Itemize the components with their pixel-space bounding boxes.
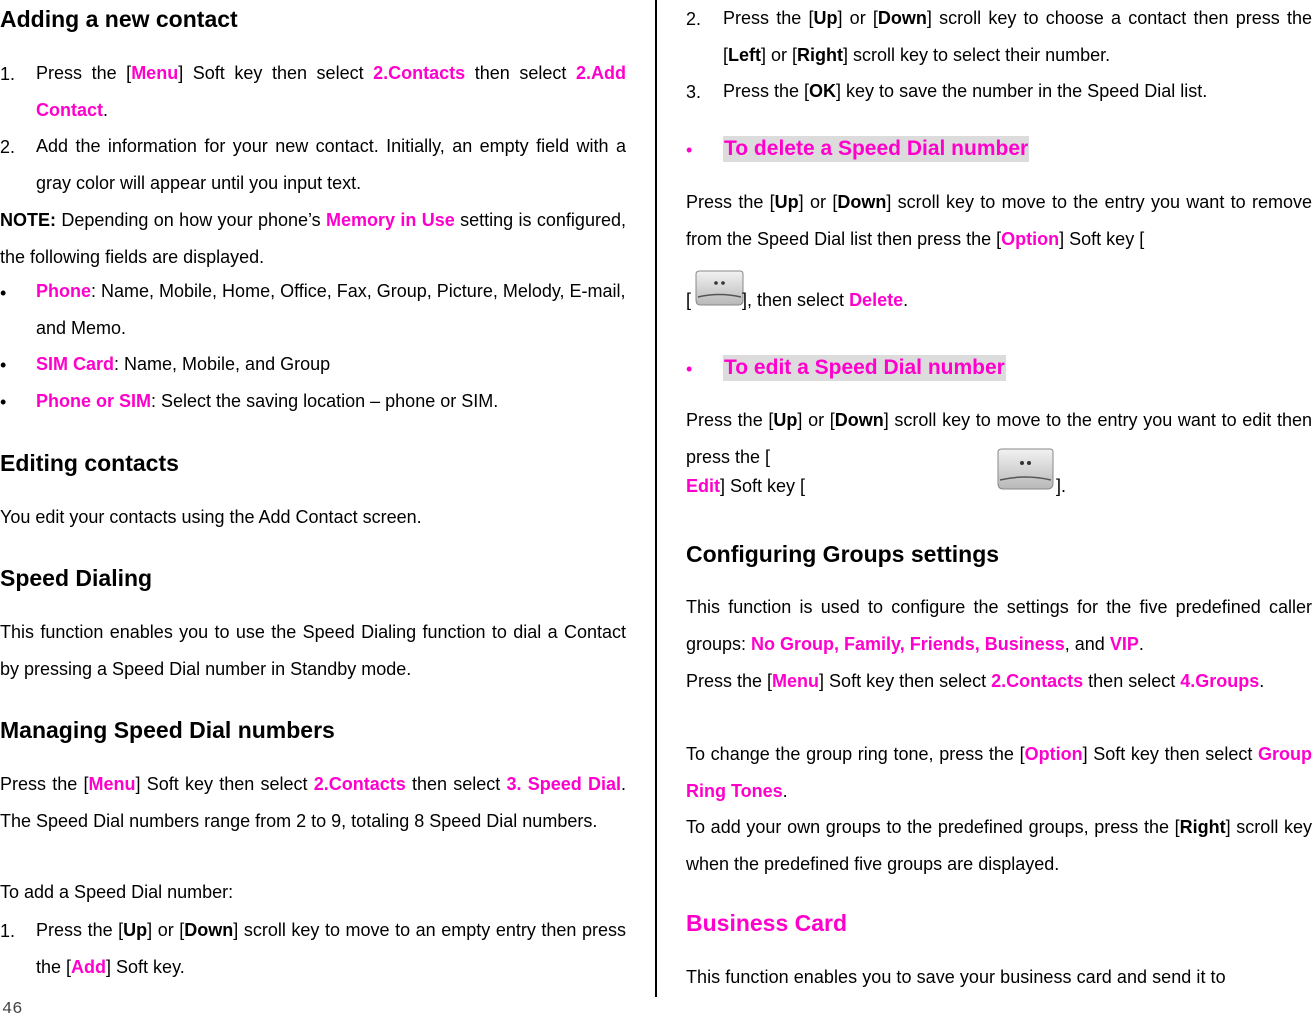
list-number: 1. xyxy=(0,921,16,941)
field-phone: Phone: Name, Mobile, Home, Office, Fax, Group, Picture, Melody, E-mail, and Memo. xyxy=(36,281,626,338)
list-number: 3. xyxy=(686,82,702,102)
edit-text-b: Edit] Soft key [ ]. xyxy=(686,468,1312,505)
editing-text: You edit your contacts using the Add Contact screen. xyxy=(0,507,422,527)
speed-dialing-text: This function enables you to use the Speed Dialing function to dial a Contact by pressing a Speed Dial number in Standby mode. xyxy=(0,622,626,679)
speed-dial-step-2: Press the [Up] or [Down] scroll key to choose a contact then press the [Left] or [Right] scroll key to select their number. xyxy=(723,8,1312,65)
edit-softkey-icon xyxy=(996,448,1054,490)
edit-text-a: Press the [Up] or [Down] scroll key to move to the entry you want to edit then press the [ xyxy=(686,410,1312,467)
heading-edit-speed-dial: To edit a Speed Dial number xyxy=(724,356,1005,379)
add-step-2: Add the information for your new contact. Initially, an empty field with a gray color will appear until you input text. xyxy=(36,136,626,193)
column-divider xyxy=(655,0,657,997)
bullet-icon: • xyxy=(686,359,693,379)
groups-text: This function is used to configure the settings for the five predefined caller groups: No Group, Family, Friends, Business, and VIP. xyxy=(686,597,1312,654)
heading-business-card: Business Card xyxy=(686,910,848,936)
delete-text-a: Press the [Up] or [Down] scroll key to move to the entry you want to remove from the Speed Dial list then press the [Option] Soft key [ xyxy=(686,192,1312,249)
bullet-icon: • xyxy=(0,283,7,303)
managing-text: Press the [Menu] Soft key then select 2.Contacts then select 3. Speed Dial. The Speed Dial numbers range from 2 to 9, totaling 8 Speed Dial numbers. xyxy=(0,774,626,831)
groups-menu-text: Press the [Menu] Soft key then select 2.Contacts then select 4.Groups. xyxy=(686,671,1265,691)
heading-delete-speed-dial: To delete a Speed Dial number xyxy=(724,137,1029,160)
field-sim-card: SIM Card: Name, Mobile, and Group xyxy=(36,354,331,374)
note-paragraph: NOTE: Depending on how your phone’s Memory in Use setting is configured, the following fields are displayed. xyxy=(0,210,626,267)
list-number: 2. xyxy=(0,137,16,157)
list-number: 1. xyxy=(0,64,16,84)
business-card-text: This function enables you to save your business card and send it to xyxy=(686,967,1226,987)
to-add-text: To add a Speed Dial number: xyxy=(0,882,234,902)
heading-configuring-groups: Configuring Groups settings xyxy=(686,541,1000,567)
speed-dial-step-3: Press the [OK] key to save the number in the Speed Dial list. xyxy=(723,81,1208,101)
heading-editing-contacts: Editing contacts xyxy=(0,450,179,476)
bullet-icon: • xyxy=(0,392,7,412)
speed-dial-step-1: Press the [Up] or [Down] scroll key to move to an empty entry then press the [Add] Soft key. xyxy=(36,920,626,977)
heading-managing-speed-dial: Managing Speed Dial numbers xyxy=(0,717,335,743)
heading-speed-dialing: Speed Dialing xyxy=(0,565,153,591)
add-groups-text: To add your own groups to the predefined groups, press the [Right] scroll key when the predefined five groups are displayed. xyxy=(686,817,1312,874)
heading-adding-contact: Adding a new contact xyxy=(0,6,238,32)
group-ring-text: To change the group ring tone, press the [Option] Soft key then select Group Ring Tones. xyxy=(686,744,1312,801)
add-step-1: Press the [Menu] Soft key then select 2.Contacts then select 2.Add Contact. xyxy=(36,63,626,120)
list-number: 2. xyxy=(686,9,702,29)
bullet-icon: • xyxy=(0,355,7,375)
option-softkey-icon xyxy=(694,270,744,304)
field-phone-or-sim: Phone or SIM: Select the saving location – phone or SIM. xyxy=(36,391,499,411)
bullet-icon: • xyxy=(686,140,693,160)
page-number: 46 xyxy=(2,1000,23,1019)
